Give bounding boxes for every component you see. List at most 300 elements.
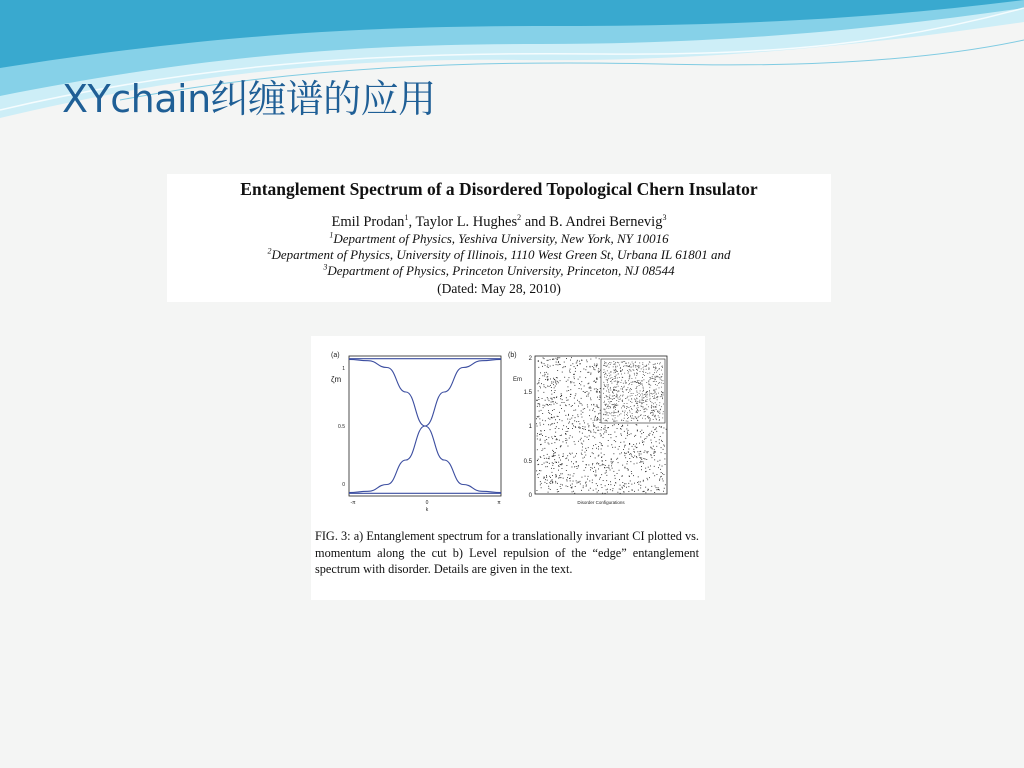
inset-data-point — [610, 395, 611, 396]
data-point — [572, 487, 573, 488]
data-point — [665, 484, 666, 485]
data-point — [636, 456, 637, 457]
paper-header-image — [167, 174, 831, 302]
inset-data-point — [616, 396, 617, 397]
data-point — [646, 452, 647, 453]
inset-data-point — [626, 414, 627, 415]
inset-data-point — [610, 388, 611, 389]
inset-data-point — [642, 364, 643, 365]
inset-data-point — [618, 391, 619, 392]
data-point — [569, 377, 570, 378]
data-point — [538, 360, 539, 361]
inset-data-point — [608, 391, 609, 392]
data-point — [541, 362, 542, 363]
data-point — [570, 396, 571, 397]
inset-data-point — [617, 382, 618, 383]
inset-data-point — [654, 372, 655, 373]
data-point — [599, 422, 600, 423]
data-point — [574, 410, 575, 411]
data-point — [661, 426, 662, 427]
data-point — [628, 451, 629, 452]
data-point — [574, 403, 575, 404]
data-point — [636, 443, 637, 444]
data-point — [612, 490, 613, 491]
inset-data-point — [656, 368, 657, 369]
data-point — [587, 391, 588, 392]
data-point — [636, 447, 637, 448]
inset-data-point — [639, 400, 640, 401]
data-point — [659, 480, 660, 481]
data-point — [602, 461, 603, 462]
data-point — [582, 450, 583, 451]
inset-data-point — [640, 382, 641, 383]
data-point — [548, 443, 549, 444]
inset-data-point — [658, 383, 659, 384]
inset-data-point — [609, 398, 610, 399]
data-point — [542, 375, 543, 376]
inset-data-point — [650, 419, 651, 420]
data-point — [637, 451, 638, 452]
data-point — [638, 490, 639, 491]
data-point — [607, 489, 608, 490]
data-point — [597, 485, 598, 486]
inset-data-point — [616, 404, 617, 405]
data-point — [598, 372, 599, 373]
inset-data-point — [644, 397, 645, 398]
data-point — [662, 466, 663, 467]
data-point — [654, 451, 655, 452]
inset-data-point — [642, 403, 643, 404]
data-point — [563, 456, 564, 457]
data-point — [619, 453, 620, 454]
data-point — [547, 365, 548, 366]
inset-data-point — [616, 412, 617, 413]
inset-data-point — [630, 391, 631, 392]
inset-data-point — [614, 420, 615, 421]
data-point — [590, 366, 591, 367]
inset-data-point — [621, 362, 622, 363]
data-point — [538, 403, 539, 404]
inset-data-point — [637, 373, 638, 374]
inset-data-point — [614, 405, 615, 406]
data-point — [585, 377, 586, 378]
data-point — [584, 457, 585, 458]
data-point — [549, 404, 550, 405]
inset-data-point — [657, 376, 658, 377]
data-point — [633, 449, 634, 450]
data-point — [541, 383, 542, 384]
inset-data-point — [641, 402, 642, 403]
data-point — [548, 458, 549, 459]
data-point — [587, 407, 588, 408]
inset-data-point — [635, 381, 636, 382]
inset-data-point — [609, 406, 610, 407]
inset-data-point — [636, 408, 637, 409]
inset-data-point — [614, 372, 615, 373]
data-point — [560, 446, 561, 447]
inset-data-point — [637, 394, 638, 395]
inset-data-point — [630, 396, 631, 397]
data-point — [654, 455, 655, 456]
data-point — [648, 489, 649, 490]
data-point — [634, 436, 635, 437]
inset-data-point — [652, 396, 653, 397]
data-point — [604, 467, 605, 468]
inset-data-point — [623, 366, 624, 367]
inset-data-point — [612, 379, 613, 380]
inset-data-point — [653, 364, 654, 365]
inset-data-point — [618, 416, 619, 417]
data-point — [566, 479, 567, 480]
inset-data-point — [609, 373, 610, 374]
inset-data-point — [633, 369, 634, 370]
data-point — [573, 425, 574, 426]
inset-data-point — [620, 368, 621, 369]
inset-data-point — [637, 392, 638, 393]
inset-data-point — [655, 370, 656, 371]
inset-data-point — [613, 361, 614, 362]
inset-data-point — [612, 383, 613, 384]
data-point — [567, 481, 568, 482]
data-point — [640, 431, 641, 432]
data-point — [566, 358, 567, 359]
data-point — [582, 433, 583, 434]
data-point — [544, 372, 545, 373]
inset-data-point — [660, 362, 661, 363]
data-point — [626, 453, 627, 454]
data-point — [600, 436, 601, 437]
data-point — [641, 430, 642, 431]
data-point — [550, 477, 551, 478]
data-point — [650, 447, 651, 448]
inset-data-point — [649, 400, 650, 401]
inset-data-point — [617, 362, 618, 363]
inset-data-point — [646, 401, 647, 402]
data-point — [654, 475, 655, 476]
inset-data-point — [650, 413, 651, 414]
data-point — [598, 407, 599, 408]
data-point — [629, 443, 630, 444]
inset-data-point — [621, 382, 622, 383]
data-point — [618, 449, 619, 450]
inset-data-point — [614, 407, 615, 408]
inset-data-point — [622, 411, 623, 412]
data-point — [624, 483, 625, 484]
inset-data-point — [624, 407, 625, 408]
data-point — [640, 451, 641, 452]
inset-data-point — [622, 396, 623, 397]
data-point — [663, 433, 664, 434]
data-point — [662, 473, 663, 474]
data-point — [592, 410, 593, 411]
data-point — [585, 448, 586, 449]
inset-data-point — [633, 393, 634, 394]
data-point — [641, 433, 642, 434]
data-point — [609, 468, 610, 469]
data-point — [590, 390, 591, 391]
inset-data-point — [614, 378, 615, 379]
data-point — [545, 479, 546, 480]
inset-data-point — [648, 364, 649, 365]
data-point — [575, 444, 576, 445]
inset-data-point — [617, 396, 618, 397]
y-tick-label: 2 — [528, 356, 532, 362]
data-point — [536, 418, 537, 419]
inset-data-point — [657, 370, 658, 371]
data-point — [537, 433, 538, 434]
data-point — [572, 423, 573, 424]
data-point — [548, 410, 549, 411]
inset-data-point — [639, 393, 640, 394]
inset-data-point — [643, 402, 644, 403]
inset-data-point — [631, 382, 632, 383]
inset-data-point — [617, 366, 618, 367]
data-point — [568, 428, 569, 429]
data-point — [605, 427, 606, 428]
inset-data-point — [615, 407, 616, 408]
data-point — [616, 436, 617, 437]
inset-data-point — [620, 370, 621, 371]
data-point — [552, 423, 553, 424]
data-point — [562, 420, 563, 421]
data-point — [587, 361, 588, 362]
data-point — [578, 441, 579, 442]
data-point — [546, 462, 547, 463]
inset-data-point — [649, 392, 650, 393]
data-point — [569, 478, 570, 479]
data-point — [659, 443, 660, 444]
inset-data-point — [645, 418, 646, 419]
data-point — [627, 468, 628, 469]
data-point — [547, 377, 548, 378]
inset-data-point — [643, 406, 644, 407]
data-point — [624, 492, 625, 493]
data-point — [626, 429, 627, 430]
inset-data-point — [617, 381, 618, 382]
data-point — [664, 446, 665, 447]
data-point — [539, 406, 540, 407]
inset-data-point — [637, 365, 638, 366]
data-point — [570, 365, 571, 366]
data-point — [651, 490, 652, 491]
inset-data-point — [647, 373, 648, 374]
data-point — [553, 359, 554, 360]
data-point — [661, 476, 662, 477]
data-point — [600, 377, 601, 378]
data-point — [550, 425, 551, 426]
data-point — [661, 440, 662, 441]
data-point — [631, 473, 632, 474]
data-point — [580, 481, 581, 482]
inset-data-point — [663, 383, 664, 384]
inset-data-point — [652, 412, 653, 413]
inset-data-point — [641, 381, 642, 382]
inset-data-point — [640, 395, 641, 396]
data-point — [641, 458, 642, 459]
inset-data-point — [649, 384, 650, 385]
data-point — [613, 471, 614, 472]
author-name: Emil Prodan — [331, 214, 405, 230]
data-point — [614, 475, 615, 476]
data-point — [581, 398, 582, 399]
data-point — [545, 374, 546, 375]
data-point — [583, 429, 584, 430]
inset-y-tick: 5 — [595, 376, 598, 381]
data-point — [632, 446, 633, 447]
data-point — [540, 444, 541, 445]
data-point — [569, 371, 570, 372]
data-point — [581, 490, 582, 491]
inset-data-point — [655, 364, 656, 365]
data-point — [626, 483, 627, 484]
inset-data-point — [636, 388, 637, 389]
data-point — [584, 470, 585, 471]
inset-data-point — [617, 405, 618, 406]
data-point — [541, 363, 542, 364]
data-point — [593, 408, 594, 409]
inset-data-point — [607, 385, 608, 386]
data-point — [551, 480, 552, 481]
data-point — [559, 466, 560, 467]
data-point — [566, 458, 567, 459]
data-point — [600, 410, 601, 411]
data-point — [548, 399, 549, 400]
data-point — [555, 455, 556, 456]
inset-data-point — [637, 412, 638, 413]
inset-data-point — [607, 379, 608, 380]
data-point — [617, 428, 618, 429]
data-point — [537, 460, 538, 461]
data-point — [558, 362, 559, 363]
data-point — [639, 453, 640, 454]
inset-data-point — [645, 415, 646, 416]
data-point — [594, 432, 595, 433]
inset-data-point — [655, 406, 656, 407]
inset-data-point — [612, 399, 613, 400]
data-point — [553, 382, 554, 383]
data-point — [545, 387, 546, 388]
data-point — [588, 396, 589, 397]
inset-data-point — [656, 407, 657, 408]
data-point — [595, 458, 596, 459]
inset-data-point — [617, 391, 618, 392]
inset-data-point — [653, 390, 654, 391]
data-point — [549, 400, 550, 401]
inset-data-point — [629, 389, 630, 390]
data-point — [552, 456, 553, 457]
data-point — [638, 484, 639, 485]
data-point — [592, 452, 593, 453]
inset-data-point — [605, 412, 606, 413]
data-point — [602, 493, 603, 494]
data-point — [606, 470, 607, 471]
inset-data-point — [604, 385, 605, 386]
inset-data-point — [615, 415, 616, 416]
data-point — [588, 465, 589, 466]
data-point — [570, 360, 571, 361]
inset-data-point — [646, 395, 647, 396]
inset-data-point — [614, 404, 615, 405]
inset-data-point — [608, 401, 609, 402]
data-point — [539, 403, 540, 404]
inset-data-point — [607, 375, 608, 376]
data-point — [577, 414, 578, 415]
inset-data-point — [646, 365, 647, 366]
y-axis-label: Em — [513, 377, 522, 383]
data-point — [574, 374, 575, 375]
data-point — [645, 492, 646, 493]
inset-data-point — [643, 395, 644, 396]
inset-data-point — [611, 372, 612, 373]
data-point — [619, 479, 620, 480]
data-point — [612, 462, 613, 463]
data-point — [539, 473, 540, 474]
data-point — [548, 418, 549, 419]
data-point — [554, 417, 555, 418]
data-point — [599, 479, 600, 480]
data-point — [568, 474, 569, 475]
data-point — [586, 486, 587, 487]
data-point — [544, 358, 545, 359]
data-point — [591, 404, 592, 405]
data-point — [643, 444, 644, 445]
data-point — [571, 382, 572, 383]
data-point — [655, 452, 656, 453]
data-point — [550, 483, 551, 484]
data-point — [605, 429, 606, 430]
data-point — [593, 429, 594, 430]
data-point — [565, 366, 566, 367]
data-point — [567, 419, 568, 420]
inset-data-point — [630, 376, 631, 377]
inset-data-point — [606, 415, 607, 416]
data-point — [572, 453, 573, 454]
inset-data-point — [607, 413, 608, 414]
inset-data-point — [622, 377, 623, 378]
data-point — [634, 451, 635, 452]
data-point — [619, 470, 620, 471]
data-point — [599, 396, 600, 397]
inset-data-point — [656, 419, 657, 420]
inset-data-point — [616, 386, 617, 387]
data-point — [593, 490, 594, 491]
x-tick-label: π — [497, 500, 501, 506]
data-point — [594, 437, 595, 438]
data-point — [566, 442, 567, 443]
data-point — [566, 426, 567, 427]
data-point — [658, 489, 659, 490]
inset-data-point — [645, 393, 646, 394]
inset-data-point — [607, 388, 608, 389]
data-point — [558, 465, 559, 466]
data-point — [659, 439, 660, 440]
inset-data-point — [606, 391, 607, 392]
inset-data-point — [629, 383, 630, 384]
inset-data-point — [647, 397, 648, 398]
data-point — [548, 437, 549, 438]
y-tick-label: 0.5 — [523, 459, 532, 465]
inset-data-point — [648, 418, 649, 419]
data-point — [650, 466, 651, 467]
data-point — [649, 477, 650, 478]
inset-data-point — [605, 414, 606, 415]
data-point — [599, 371, 600, 372]
data-point — [536, 400, 537, 401]
inset-data-point — [641, 384, 642, 385]
inset-data-point — [604, 401, 605, 402]
data-point — [595, 444, 596, 445]
data-point — [537, 383, 538, 384]
